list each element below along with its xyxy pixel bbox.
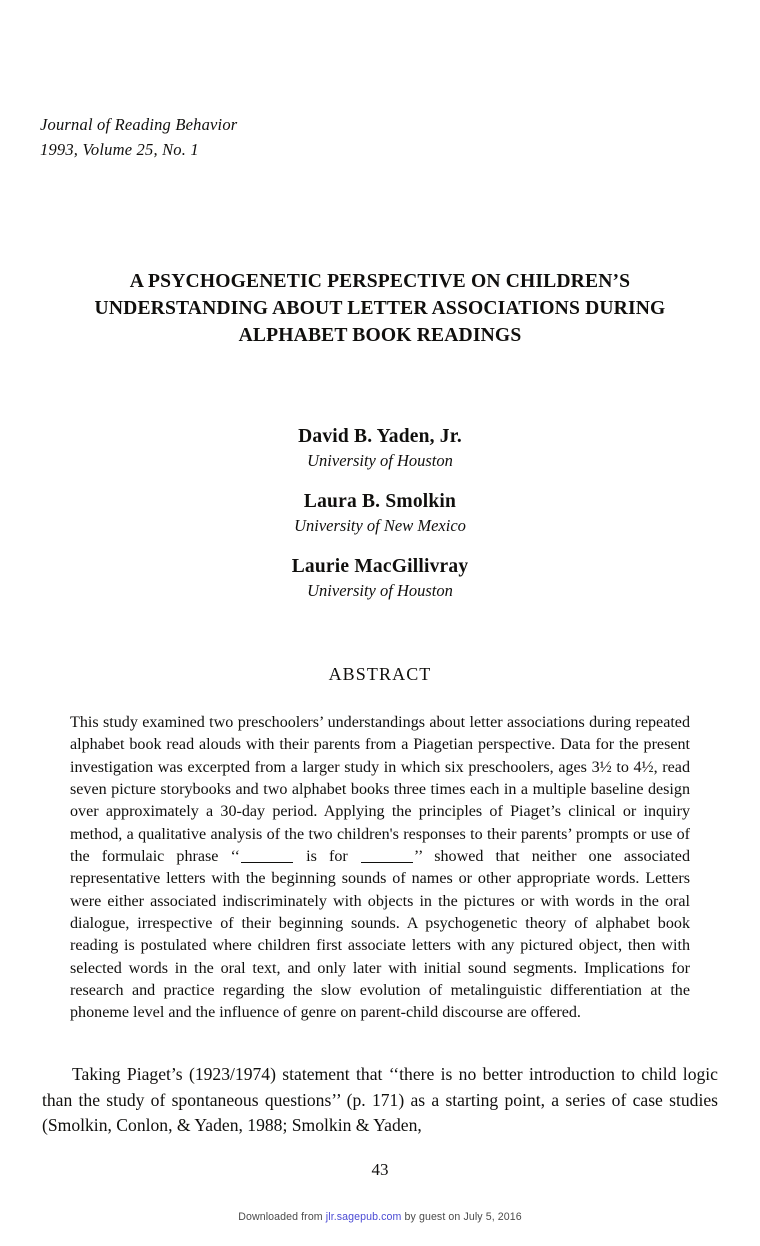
author-entry xyxy=(180,554,580,602)
abstract-text xyxy=(70,712,690,1025)
author-name: Laura B. Smolkin xyxy=(303,491,457,512)
abstract-text-part-3: ’’ showed that neither one associated representative letters with the beginning sounds of names or other appropriate words. Letters were either associated indiscriminately with objects in the pictures or with words in the oral dialogue, irrespective of their beginning sounds. A psychogenetic theory of alphabet book reading is postulated where children first associate letters with any pictured object, then with selected words in the oral text, and only later with initial sound segments. Implications for research and practice regarding the slow evolution of metalinguistic differentiation at the phoneme level and the influence of genre on parent-child discourse are offered. xyxy=(70,848,690,1022)
abstract-text-part-1: This study examined two preschoolers’ understandings about letter associations during repeated alphabet book read alouds with their parents from a Piagetian perspective. Data for the present investigation was excerpted from a larger study in which six preschoolers, ages 3½ to 4½, read seven picture storybooks and two alphabet books three times each in a multiple baseline design over approximately a 30-day period. Applying the principles of Piaget’s clinical or inquiry method, a qualitative analysis of the two children's responses to their parents’ prompts or use of the formulaic phrase ‘‘ xyxy=(70,714,690,866)
author-affiliation: University of New Mexico xyxy=(294,516,466,535)
body-paragraph: Taking Piaget’s (1923/1974) statement that ‘‘there is no better introduction to child logic than the study of spontaneous questions’’ (p. 171) as a starting point, a series of case studies (Smolkin, Conlon, & Yaden, 1988; Smolkin & Yaden, xyxy=(42,1064,718,1136)
page-number: 43 xyxy=(371,1160,389,1179)
abstract-heading: ABSTRACT xyxy=(328,664,432,684)
journal-running-head xyxy=(40,112,237,162)
abstract-text-part-2: is for xyxy=(294,848,360,866)
article-title-line-2: UNDERSTANDING ABOUT LETTER ASSOCIATIONS DURING xyxy=(94,298,666,319)
download-suffix-text: by guest on July 5, 2016 xyxy=(401,1211,522,1223)
download-prefix-text: Downloaded from xyxy=(238,1211,326,1223)
author-list xyxy=(180,424,580,602)
fill-in-blank-first xyxy=(241,862,293,863)
journal-title: Journal of Reading Behavior xyxy=(40,115,238,134)
article-title xyxy=(50,268,710,349)
fill-in-blank-second xyxy=(361,862,413,863)
article-title-line-3: ALPHABET BOOK READINGS xyxy=(238,325,522,346)
author-name: David B. Yaden, Jr. xyxy=(298,426,462,447)
author-name: Laurie MacGillivray xyxy=(291,556,469,577)
author-affiliation: University of Houston xyxy=(307,581,453,600)
author-entry xyxy=(180,424,580,472)
article-title-line-1: A PSYCHOGENETIC PERSPECTIVE ON CHILDREN’S xyxy=(129,271,631,292)
author-entry xyxy=(180,489,580,537)
journal-issue: 1993, Volume 25, No. 1 xyxy=(40,140,199,159)
sagepub-link[interactable]: jlr.sagepub.com xyxy=(325,1211,402,1223)
author-affiliation: University of Houston xyxy=(307,451,453,470)
download-attribution xyxy=(0,1211,760,1223)
